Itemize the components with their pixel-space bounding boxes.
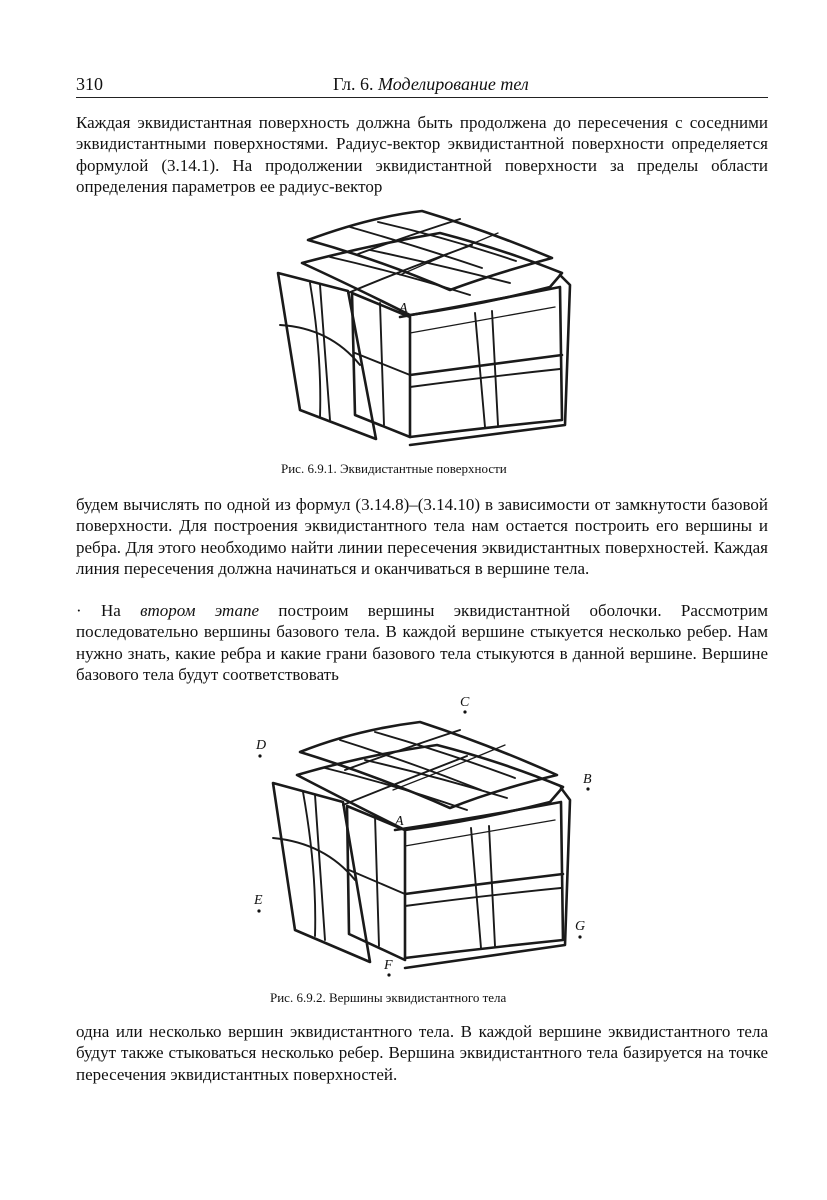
vertex-point-f <box>387 973 390 976</box>
vertex-label-g: G <box>575 919 586 934</box>
paragraph-3-text <box>76 600 768 685</box>
body-front <box>347 802 563 960</box>
figure-equidistant-vertices <box>245 690 600 980</box>
vertex-label-a: A <box>399 301 408 316</box>
paragraph-2 <box>76 494 768 579</box>
paragraph-3-lead: · На <box>76 601 141 620</box>
paragraph-3-rest: построим вершины эквидистантной оболочки. Рассмотрим последовательно вершины базового тела. В каждой вершине стыкуется несколько ребер. Нам нужно знать, какие ребра и какие грани базового тела стыкуются в данной вершине. Вершине базового тела будут соответствовать <box>76 601 769 684</box>
paragraph-3 <box>76 600 768 685</box>
vertex-label-c: C <box>460 695 470 710</box>
emphasis-second-stage: втором этапе <box>140 601 260 620</box>
vertex-point-d <box>258 754 261 757</box>
figure-1-caption: Рис. 6.9.1. Эквидистантные поверхности <box>281 461 507 476</box>
vertex-point-e <box>257 909 260 912</box>
header-rule <box>76 97 768 98</box>
running-head <box>333 74 529 95</box>
top-surface <box>308 211 552 290</box>
chapter-number: Гл. 6. <box>333 74 374 94</box>
vertex-label-e: E <box>254 893 263 908</box>
vertex-point-g <box>578 935 581 938</box>
paragraph-4-text: одна или несколько вершин эквидистантного тела. В каждой вершине эквидистантного тела будут также стыковаться несколько ребер. Вершина эквидистантного тела базируется на точке пересечения эквидистантных поверхностей. <box>76 1022 768 1084</box>
vertex-label-a: A <box>395 814 404 829</box>
paragraph-4 <box>76 1021 768 1085</box>
vertex-point-b <box>586 787 589 790</box>
body-front <box>352 287 562 437</box>
vertex-label-b: B <box>583 772 592 787</box>
vertex-point-c <box>463 710 466 713</box>
figure-2-caption: Рис. 6.9.2. Вершины эквидистантного тела <box>270 990 507 1005</box>
paragraph-1 <box>76 112 768 197</box>
page-number: 310 <box>76 74 103 94</box>
body-top <box>297 745 563 830</box>
figure-equidistant-surfaces <box>260 205 590 450</box>
paragraph-1-text: Каждая эквидистантная поверхность должна быть продолжена до пересечения с соседними эквидистантными поверхностями. Радиус-вектор эквидистантной поверхности определяется формулой (3.14.1). На продолжении эквидистантной поверхности за пределы области определения параметров ее радиус-вектор <box>76 113 768 196</box>
paragraph-2-text: будем вычислять по одной из формул (3.14.8)–(3.14.10) в зависимости от замкнутости базовой поверхности. Для построения эквидистантного тела нам остается построить его вершины и ребра. Для этого необходимо найти линии пересечения эквидистантных поверхностей. Каждая линия пересечения должна начинаться и оканчиваться в вершине тела. <box>76 495 768 578</box>
chapter-title: Моделирование тел <box>378 74 529 94</box>
vertex-label-f: F <box>384 958 393 973</box>
vertex-label-d: D <box>256 738 267 753</box>
